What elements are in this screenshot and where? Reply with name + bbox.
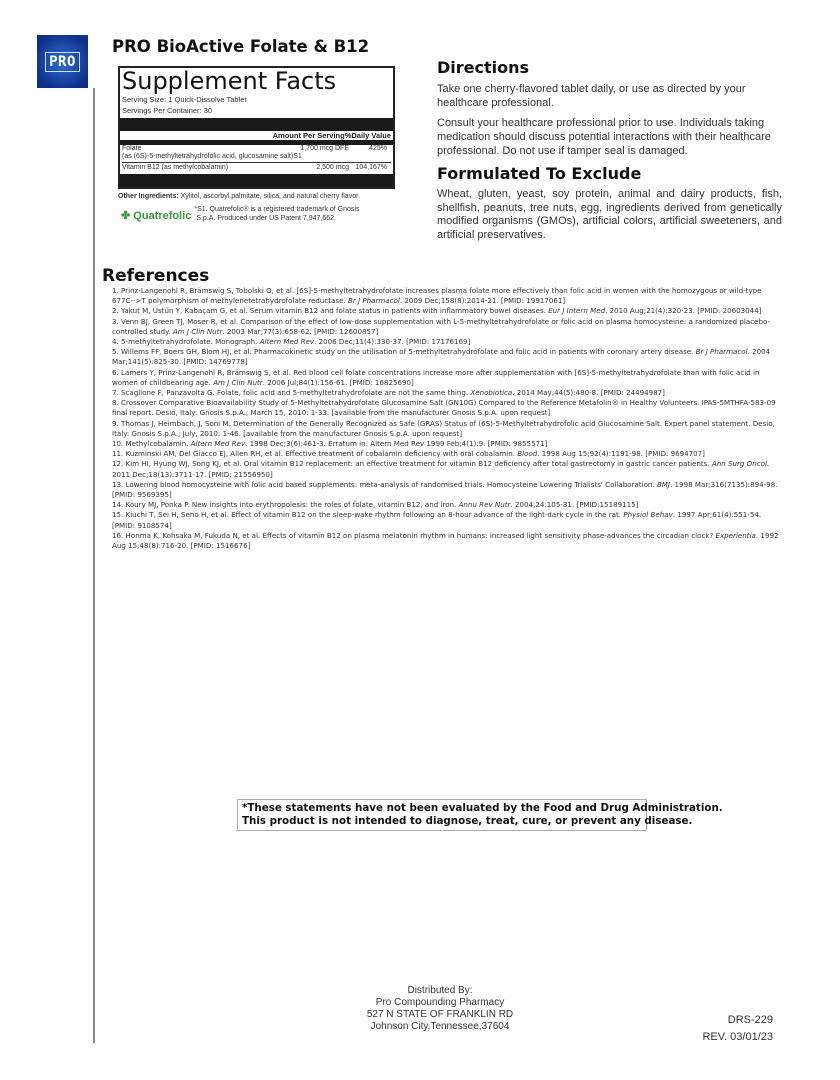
reference-item: 16. Honma K, Kohsaka M, Fukuda N, et al. Effects of vitamin B12 on plasma melatonin rhythm in humans: increased light sensitivity phase-advances the circadian clock? Experientia. 1992 Aug 15;48(8):716-20. [PMID: 1516676] [112,530,779,551]
serving-size: Serving Size: 1 Quick-Dissolve Tablet [122,95,247,104]
exclude-section: Formulated To Exclude Wheat, gluten, yeast, soy protein, animal and dairy products, fish, shellfish, peanuts, tree nuts, egg, ingredients derived from genetically modified organisms (GMOs), artificial colors, artificial sweeteners, and artificial preservatives. [437,164,782,241]
reference-item: 14. Koury MJ, Ponka P. New insights into erythropoiesis: the roles of folate, vitamin B12, and iron. Annu Rev Nutr. 2004;24:105-31. [PMID:15189115] [112,500,639,510]
facts-bar [120,174,393,187]
reference-item: 12. Kim HI, Hyung WJ, Song KJ, et al. Oral vitamin B12 replacement: an effective treatment for vitamin B12 deficiency after total gastrectomy in gastric cancer patients. Ann Surg Oncol. 2011 Dec;18(13):3711-17. [PMID: 21556950] [112,459,770,479]
reference-item: 6. Lamers Y, Prinz-Langenohl R, Brämswig S, et al. Red blood cell folate concentrations increase more after supplementation with [6S]-5-methyltetrahydrofolate than with folic acid in women of childbearing age. Am J Clin Nutr. 2006 Jul;84(1):156-61. [PMID: 16825690] [112,367,760,387]
fda-disclaimer: *These statements have not been evaluated by the Food and Drug Administration. This product is not intended to diagnose, treat, cure, or prevent any disease. [237,799,647,831]
reference-item: 13. Lowering blood homocysteine with folic acid based supplements: meta-analysis of randomised trials. Homocysteine Lowering Trialists' Collaboration. BMJ. 1998 Mar;316(7135):894-98. [PMID: 9569395] [112,479,778,500]
quatrefolic-logo: ✤ Quatrefolic [121,210,192,222]
other-ingredients: Other Ingredients: Xylitol, ascorbyl palmitate, silica, and natural cherry flavor. [118,193,360,200]
facts-row-b12: Vitamin B12 (as methylcobalamin) 2,500 mcg 104,167% [122,164,387,171]
reference-item: 9. Thomas J, Heimbach, J, Soni M. Determination of the Generally Recognized as Safe (GRAS) Status of (6S)-5-Methyltetrahydrofolic acid Glucosamine Salt. Expert panel statement. Desio, Italy: Gnosis S.p.A.; July, 2010: 1-46. [available from the manufacturer Gnosis S.p.A. upon request] [112,418,775,438]
servings-per-container: Servings Per Container: 30 [122,106,213,115]
directions-section: Directions Take one cherry-flavored tablet daily, or use as directed by your healthcare professional. Consult your healthcare professional prior to use. Individuals taking medication should discuss potential interactions with their healthcare professional. Do not use if tamper seal is damaged. [437,58,771,157]
reference-item: 5. Willems FF, Boers GH, Blom HJ, et al. Pharmacokinetic study on the utilisation of 5-methyltetrahydrofolate and folic acid in patients with coronary artery disease. Br J Pharmacol. 2004 Mar;141(5):825-30. [PMID: 14769778] [112,347,771,367]
facts-row-folate: Folate 1,700 mcg DFE 425% [122,145,387,152]
divider [93,88,95,1043]
reference-item: 8. Crossover Comparative Bioavailability Study of 5-Methyltetrahydrofolate Glucosamine Salt (GN10G) Compared to the Reference Metafolin® in Healthy Volunteers. IPAS-5MTHFA-583-09 final report. Desio, Italy: Gnosis S.p.A.; March 15, 2010: 1-33. [available from the manufacturer Gnosis S.p.A. upon request] [112,398,776,418]
references-section: References 1. Prinz-Langenohl R, Brämswig S, Tobolski O, et al. [6S]-5-methyltetrahydrofolate increases plasma folate more effectively than folic acid in women with the homozygous or wild-type 677C-->T polymorphism of methylenetetrahydrofolate reductase. Br J Pharmacol. 2009 Dec;158(8):2014-21. [PMID: 19917061] 2. Yakut M, Ustün Y, Kabaçam G, et al. Serum vitamin B12 and folate status in patients with inflammatory bowel diseases. Eur J Intern Med. 2010 Aug;21(4):320-23. [PMID: 20603044] 3. Venn BJ, Green TJ, Moser R, et al. Comparison of the effect of low-dose supplementation with L-5-methyltetrahydrofolate or folic acid on plasma homocysteine: a randomized placebo-controlled study. Am J Clin Nutr. 2003 Mar;77(3):658-62. [PMID: 12600857] 4. 5-methyltetrahydrofolate. Monograph. Altern Med Rev. 2006 Dec;11(4):330-37. [PMID: 17176169] 5. Willems FF, Boers GH, Blom HJ, et al. Pharmacokinetic study on the utilisation of 5-methyltetrahydrofolate and folic acid in patients with coronary artery disease. Br J Pharmacol. 2004 Mar;141(5):825-30. [PMID: 14769778] 6. Lamers Y, Prinz-Langenohl R, Brämswig S, et al. Red blood cell folate concentrations increase more after supplementation with [6S]-5-methyltetrahydrofolate than with folic acid in women of childbearing age. Am J Clin Nutr. 2006 Jul;84(1):156-61. [PMID: 16825690] 7. Scaglione F, Panzavolta G. Folate, folic acid and 5-methyltetrahydrofolate are not the same thing. Xenobiotica. 2014 May;44(5):480-8. [PMID: 24494987] 8. Crossover Comparative Bioavailability Study of 5-Methyltetrahydrofolate Glucosamine Salt (GN10G) Compared to the Reference Metafolin® in Healthy Volunteers. IPAS-5MTHFA-583-09 final report. Desio, Italy: Gnosis S.p.A.; March 15, 2010: 1-33. [available from the manufacturer Gnosis S.p.A. upon request] 9. Thomas J, Heimbach, J, Soni M. Determination of the Generally Recognized as Safe (GRAS) Status of (6S)-5-Methyltetrahydrofolic acid Glucosamine Salt. Expert panel statement. Desio, Italy: Gnosis S.p.A.; July, 2010: 1-46. [available from the manufacturer Gnosis S.p.A. upon request] 10. Methylcobalamin. Altern Med Rev. 1998 Dec;3(6):461-3. Erratum in: Altern Med Rev 1999 Feb;4(1):9. [PMID: 9855571] 11. Kuzminski AM, Del Giacco EJ, Allen RH, et al. Effective treatment of cobalamin deficiency with oral cobalamin. Blood. 1998 Aug 15;92(4):1191-98. [PMID: 9694707] 12. Kim HI, Hyung WJ, Song KJ, et al. Oral vitamin B12 replacement: an effective treatment for vitamin B12 deficiency after total gastrectomy in gastric cancer patients. Ann Surg Oncol. 2011 Dec;18(13):3711-17. [PMID: 21556950] 13. Lowering blood homocysteine with folic acid based supplements: meta-analysis of randomised trials. Homocysteine Lowering Trialists' Collaboration. BMJ. 1998 Mar;316(7135):894-98. [PMID: 9569395] 14. Koury MJ, Ponka P. New insights into erythropoiesis: the roles of folate, vitamin B12, and iron. Annu Rev Nutr. 2004;24:105-31. [PMID:15189115] 15. Kiuchi T, Sei H, Seno H, et al. Effect of vitamin B12 on the sleep-wake rhythm following an 8-hour advance of the light-dark cycle in the rat. Physiol Behav. 1997 Apr;61(4):551-54. [PMID: 9108574] 16. Honma K, Kohsaka M, Fukuda N, et al. Effects of vitamin B12 on plasma melatonin rhythm in humans: increased light sensitivity phase-advances the circadian clock? Experientia. 1992 Aug 15;48(8):716-20. [PMID: 1516676] [102,266,792,551]
reference-item: 3. Venn BJ, Green TJ, Moser R, et al. Comparison of the effect of low-dose supplementation with L-5-methyltetrahydrofolate or folic acid on plasma homocysteine: a randomized placebo-controlled study. Am J Clin Nutr. 2003 Mar;77(3):658-62. [PMID: 12600857] [112,316,771,336]
distributor-info: Distributed By: Pro Compounding Pharmacy 527 N STATE OF FRANKLIN RD Johnson City,Tennessee,37604 [366,985,514,1032]
facts-bar [120,118,393,131]
reference-item: 4. 5-methyltetrahydrofolate. Monograph. Altern Med Rev. 2006 Dec;11(4):330-37. [PMID: 17176169] [112,337,471,347]
quatrefolic-note: ✤ Quatrefolic *S1. Quatrefolic® is a registered trademark of Gnosis S.p.A. Produced under US Patent 7,947,662. [121,206,360,222]
reference-item: 10. Methylcobalamin. Altern Med Rev. 1998 Dec;3(6):461-3. Erratum in: Altern Med Rev 1999 Feb;4(1):9. [PMID: 9855571] [112,439,548,449]
reference-item: 15. Kiuchi T, Sei H, Seno H, et al. Effect of vitamin B12 on the sleep-wake rhythm following an 8-hour advance of the light-dark cycle in the rat. Physiol Behav. 1997 Apr;61(4):551-54. [PMID: 9108574] [112,510,762,530]
supplement-facts-heading: Supplement Facts [122,68,337,94]
folate-source: (as (6S)-5-methyltetrahydrofolic acid, glucosamine salt)S1 [122,153,302,160]
reference-item: 7. Scaglione F, Panzavolta G. Folate, folic acid and 5-methyltetrahydrofolate are not the same thing. Xenobiotica. 2014 May;44(5):480-8. [PMID: 24494987] [112,388,665,398]
reference-item: 11. Kuzminski AM, Del Giacco EJ, Allen RH, et al. Effective treatment of cobalamin deficiency with oral cobalamin. Blood. 1998 Aug 15;92(4):1191-98. [PMID: 9694707] [112,449,705,459]
reference-list [112,286,782,551]
facts-header: Amount Per Serving%Daily Value [272,131,391,140]
supplement-facts-panel [118,66,395,189]
reference-item: 2. Yakut M, Ustün Y, Kabaçam G, et al. Serum vitamin B12 and folate status in patients with inflammatory bowel diseases. Eur J Intern Med. 2010 Aug;21(4):320-23. [PMID: 20603044] [112,306,762,316]
reference-item: 1. Prinz-Langenohl R, Brämswig S, Tobolski O, et al. [6S]-5-methyltetrahydrofolate increases plasma folate more effectively than folic acid in women with the homozygous or wild-type 677C-->T polymorphism of methylenetetrahydrofolate reductase. Br J Pharmacol. 2009 Dec;158(8):2014-21. [PMID: 19917061] [112,286,762,306]
main-content [102,36,792,551]
pro-logo: PRO [37,35,88,88]
page-title: PRO BioActive Folate & B12 [112,37,370,56]
document-code: DRS-229 REV. 03/01/23 [702,1014,773,1043]
